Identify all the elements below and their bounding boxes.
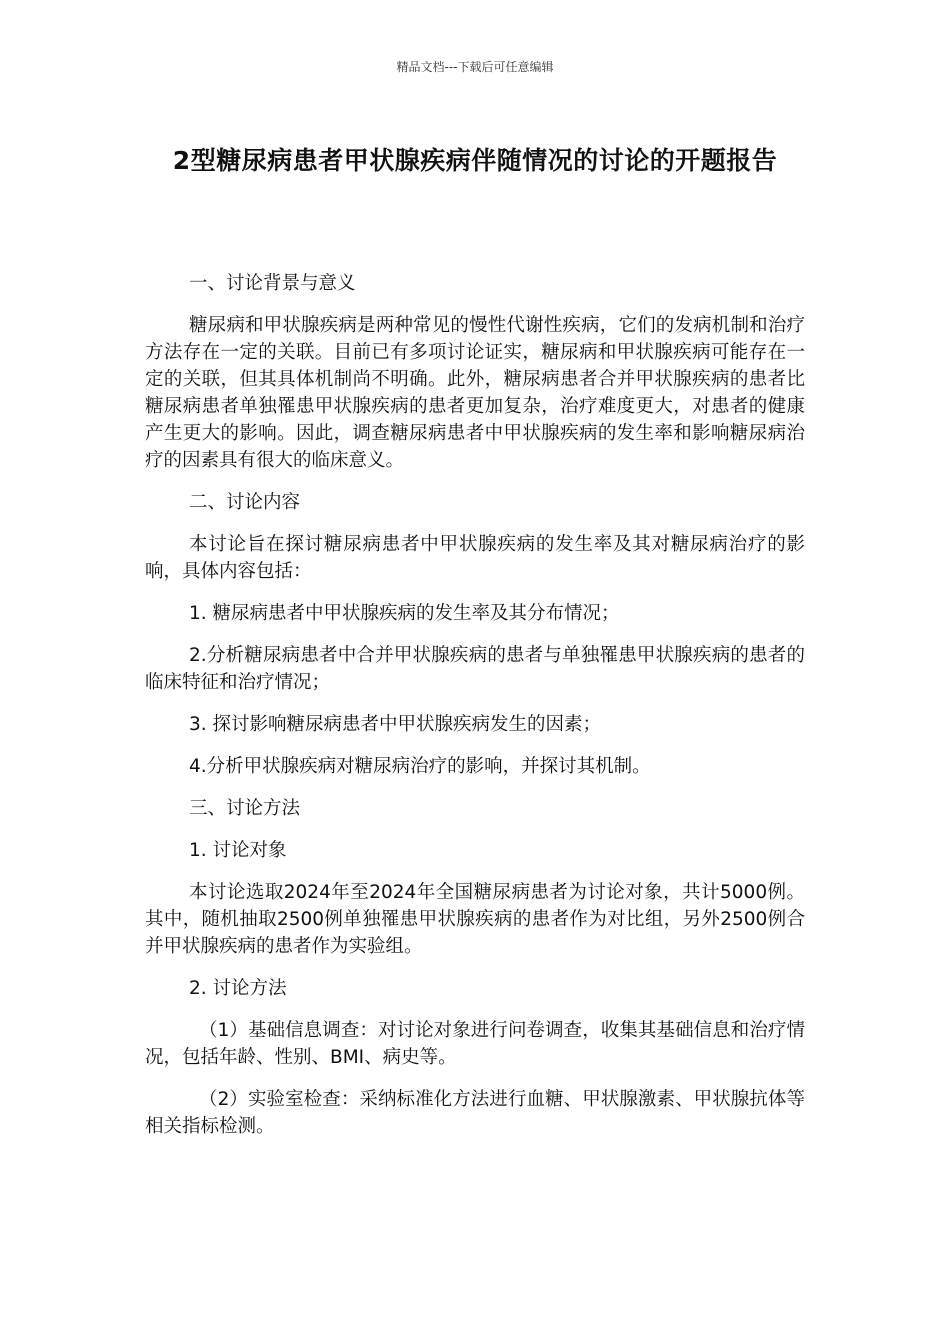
paragraph-method-survey: （1）基础信息调查：对讨论对象进行问卷调查，收集其基础信息和治疗情况，包括年龄、性别、BMI、病史等。 — [145, 1020, 805, 1068]
header-note: 精品文档---下载后可任意编辑 — [396, 60, 554, 74]
subheading-methods: 2. 讨论方法 — [189, 978, 287, 999]
list-item-content-4: 4.分析甲状腺疾病对糖尿病治疗的影响，并探讨其机制。 — [189, 756, 651, 777]
section-heading-methods: 三、讨论方法 — [189, 798, 301, 819]
subheading-subjects: 1. 讨论对象 — [189, 840, 287, 861]
paragraph-background: 糖尿病和甲状腺疾病是两种常见的慢性代谢性疾病，它们的发病机制和治疗方法存在一定的关联。目前已有多项讨论证实，糖尿病和甲状腺疾病可能存在一定的关联，但其具体机制尚不明确。此外，糖尿病患者合并甲状腺疾病的患者比糖尿病患者单独罹患甲状腺疾病的患者更加复杂，治疗难度更大，对患者的健康产生更大的影响。因此，调查糖尿病患者中甲状腺疾病的发生率和影响糖尿病治疗的因素具有很大的临床意义。 — [145, 315, 805, 471]
list-item-content-2: 2.分析糖尿病患者中合并甲状腺疾病的患者与单独罹患甲状腺疾病的患者的临床特征和治疗情况； — [145, 645, 805, 693]
paragraph-subjects: 本讨论选取2024年至2024年全国糖尿病患者为讨论对象，共计5000例。其中，随机抽取2500例单独罹患甲状腺疾病的患者作为对比组，另外2500例合并甲状腺疾病的患者作为实验组。 — [145, 882, 805, 957]
paragraph-method-lab: （2）实验室检查：采纳标准化方法进行血糖、甲状腺激素、甲状腺抗体等相关指标检测。 — [145, 1089, 805, 1137]
paragraph-content-intro: 本讨论旨在探讨糖尿病患者中甲状腺疾病的发生率及其对糖尿病治疗的影响，具体内容包括： — [145, 534, 805, 582]
list-item-content-3: 3. 探讨影响糖尿病患者中甲状腺疾病发生的因素； — [189, 714, 602, 735]
document-title: 2型糖尿病患者甲状腺疾病伴随情况的讨论的开题报告 — [172, 146, 778, 175]
list-item-content-1: 1. 糖尿病患者中甲状腺疾病的发生率及其分布情况； — [189, 603, 620, 624]
section-heading-background: 一、讨论背景与意义 — [189, 273, 356, 294]
section-heading-content: 二、讨论内容 — [189, 492, 301, 513]
document-body — [145, 270, 805, 1155]
